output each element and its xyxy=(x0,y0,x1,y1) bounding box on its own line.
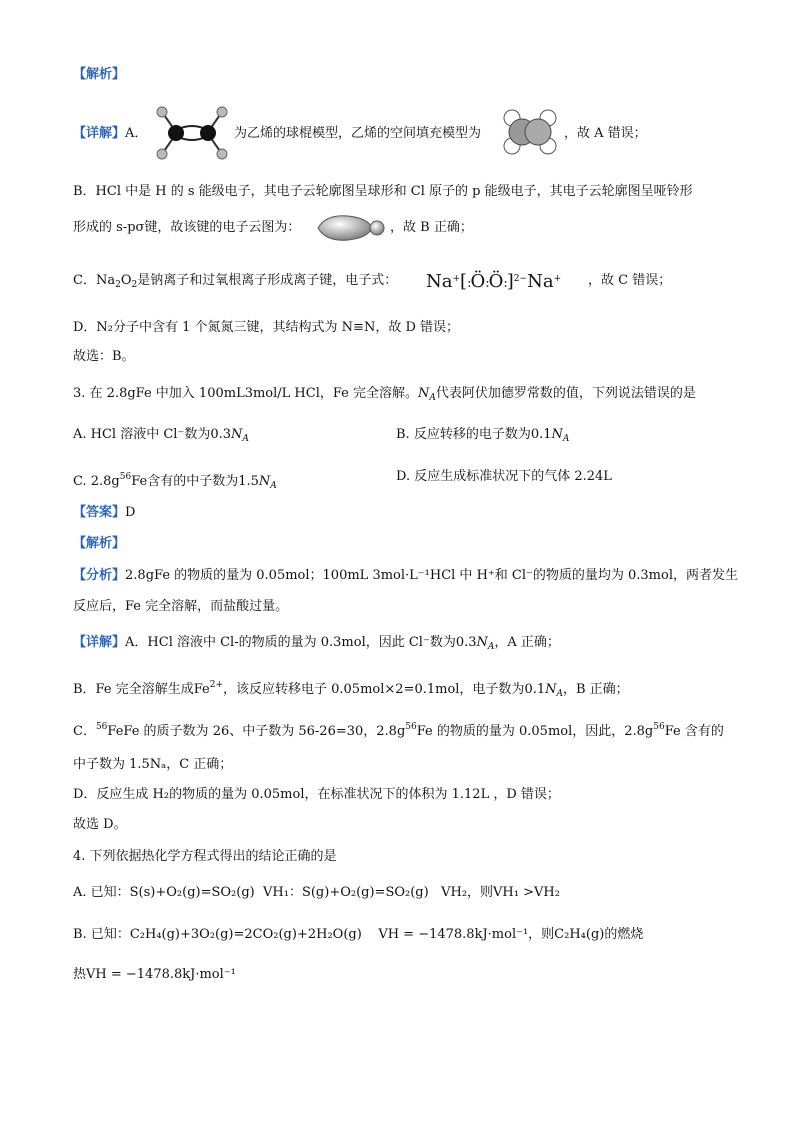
option-a-end-text: ，故 A 错误； xyxy=(564,126,647,141)
fenxi-line2: 反应后，Fe 完全溶解，而盐酸过量。 xyxy=(73,599,289,614)
detail2-b: B．Fe 完全溶解生成$Fe^{2+}$，该反应转移电子 0.05mol×2=0.1mol，电子数为$0.1N_A$，B 正确； xyxy=(73,680,629,699)
detail2-c-line1: C．$^{56}$FeFe 的质子数为 26、中子数为 56-26=30，$2.8g^{56}Fe$ 的物质的量为 0.05mol，因此，$2.8g^{56}Fe$ 含有的 xyxy=(73,722,724,739)
detail2-d: D．反应生成 H₂的物质的量为 0.05mol，在标准状况下的体积为 1.12L ，D 错误； xyxy=(73,787,560,802)
s-p-sigma-electron-cloud-icon xyxy=(314,212,386,244)
option-d-line: D．N₂分子中含有 1 个氮氮三键，其结构式为 N≡N，故 D 错误； xyxy=(73,320,460,335)
detail2-c-prefix: C． xyxy=(73,724,96,739)
na2o2-electron-formula: Na+[:Ö:Ö:]$^{2-}$Na+ xyxy=(426,271,562,292)
q3-option-b-value: 0.1 xyxy=(530,427,552,442)
answer-line xyxy=(73,504,135,522)
q3-option-a: A. HCl 溶液中 Cl⁻数为$0.3N_A$ xyxy=(73,427,249,444)
analysis-tag: 【解析】 xyxy=(73,67,126,82)
detail2-c-text-b: Fe 的质子数为 26、中子数为 56-26=30，2.8g xyxy=(123,724,406,739)
detail2-c-text-c: Fe 的物质的量为 0.05mol，因此，2.8g xyxy=(416,724,654,739)
ethylene-ball-stick-model xyxy=(152,104,232,162)
q3-option-a-value: 0.3 xyxy=(210,427,232,442)
q4-option-a-h2: VH₂，则VH₁ >VH₂ xyxy=(441,885,560,900)
answer-tag: 【答案】 xyxy=(73,505,126,520)
q4-option-b-eq: C₂H₄(g)+3O₂(g)=2CO₂(g)+2H₂O(g) xyxy=(129,927,362,942)
option-b-line2-prefix: 形成的 s-pσ键，故该键的电子云图为： xyxy=(73,220,301,235)
detail2-a-value: 0.3 xyxy=(455,635,477,650)
detail2-a-post: ，A 正确； xyxy=(494,635,560,650)
fenxi-text-1: 2.8gFe 的物质的量为 0.05mol；100mL 3mol·L⁻¹HCl 中 H⁺和 Cl⁻的物质的量均为 0.3mol，两者发生 xyxy=(125,568,738,583)
option-c-prefix: C． xyxy=(73,273,96,288)
ethylene-space-filling-model xyxy=(500,108,560,156)
detail2-b-text: B．Fe 完全溶解生成 xyxy=(73,682,194,697)
q3-option-c-prefix: C. 2.8g xyxy=(73,474,120,489)
q4-option-b-prefix: B. 已知： xyxy=(73,927,130,942)
detail2-c-line2: 中子数为 1.5Nₐ，C 正确； xyxy=(73,757,233,772)
q4-stem: 4. 下列依据热化学方程式得出的结论正确的是 xyxy=(73,849,337,864)
avogadro-symbol: $N_A$ xyxy=(418,386,436,403)
detail2-b-post: ，B 正确； xyxy=(563,682,629,697)
option-a-middle-text: 为乙烯的球棍模型，乙烯的空间填充模型为 xyxy=(234,126,482,141)
q3-option-a-text: A. HCl 溶液中 Cl⁻数为 xyxy=(73,427,211,442)
option-b-line2-suffix: ，故 B 正确； xyxy=(390,220,473,235)
fenxi-line1 xyxy=(73,567,738,585)
choose-b-line: 故选：B。 xyxy=(73,349,135,364)
detail2-tag: 【详解】 xyxy=(73,635,126,650)
fenxi-tag: 【分析】 xyxy=(73,568,126,583)
analysis-tag-2: 【解析】 xyxy=(73,536,126,551)
choose-d-line: 故选 D。 xyxy=(73,817,127,832)
detail-a-line xyxy=(73,125,147,143)
q3-stem-text: 3. 在 2.8gFe 中加入 100mL3mol/L HCl，Fe 完全溶解。 xyxy=(73,386,419,401)
q4-option-a-eq1: S(s)+O₂(g)=SO₂(g) xyxy=(129,885,255,900)
q3-option-d: D. 反应生成标准状况下的气体 2.24L xyxy=(396,469,612,484)
answer-value: D xyxy=(125,505,136,520)
option-c-line xyxy=(73,272,397,294)
q4-option-a-prefix: A. 已知： xyxy=(73,885,130,900)
q3-option-c-mid: Fe含有的中子数为 xyxy=(131,474,239,489)
option-b-line1: B．HCl 中是 H 的 s 能级电子，其电子云轮廓图呈球形和 Cl 原子的 p 能级电子，其电子云轮廓图呈哑铃形 xyxy=(73,184,693,199)
detail2-a-text: A．HCl 溶液中 Cl-的物质的量为 0.3mol，因此 Cl⁻数为 xyxy=(125,635,456,650)
q4-option-a xyxy=(73,884,560,902)
detail2-b-mid: ，该反应转移电子 0.05mol×2=0.1mol，电子数为 xyxy=(223,682,525,697)
na2o2-formula: $Na_2O_2$ xyxy=(95,273,138,290)
q4-option-a-eq2: S(g)+O₂(g)=SO₂(g) xyxy=(301,885,429,900)
q4-option-b-h: VH = −1478.8kJ·mol⁻¹，则C₂H₄(g)的燃烧 xyxy=(378,927,644,942)
option-a-prefix: A． xyxy=(125,126,148,141)
fe2-ion: $Fe^{2+}$ xyxy=(193,680,223,697)
detail-tag: 【详解】 xyxy=(73,126,126,141)
q3-option-b: B. 反应转移的电子数为$0.1N_A$ xyxy=(396,427,570,444)
q3-option-c: C. $2.8g^{56}Fe$含有的中子数为$1.5N_A$ xyxy=(73,472,277,491)
q3-option-c-value: 1.5 xyxy=(238,474,259,489)
q4-option-b-line2: 热VH = −1478.8kJ·mol⁻¹ xyxy=(73,967,236,982)
q4-option-b-line1 xyxy=(73,926,643,944)
detail2-a: 【详解】A．HCl 溶液中 Cl-的物质的量为 0.3mol，因此 Cl⁻数为$0.3N_A$，A 正确； xyxy=(73,635,560,652)
option-c-suffix: ，故 C 错误； xyxy=(588,273,672,288)
detail2-c-text-d: Fe 含有的 xyxy=(664,724,724,739)
q3-option-b-text: B. 反应转移的电子数为 xyxy=(396,427,531,442)
detail2-b-value: 0.1 xyxy=(524,682,546,697)
option-c-middle-text: 是钠离子和过氧根离子形成离子键，电子式： xyxy=(137,273,398,288)
q3-stem xyxy=(73,385,696,407)
q3-stem-post: 代表阿伏加德罗常数的值，下列说法错误的是 xyxy=(435,386,696,401)
q4-option-a-h1: VH₁： xyxy=(263,885,302,900)
